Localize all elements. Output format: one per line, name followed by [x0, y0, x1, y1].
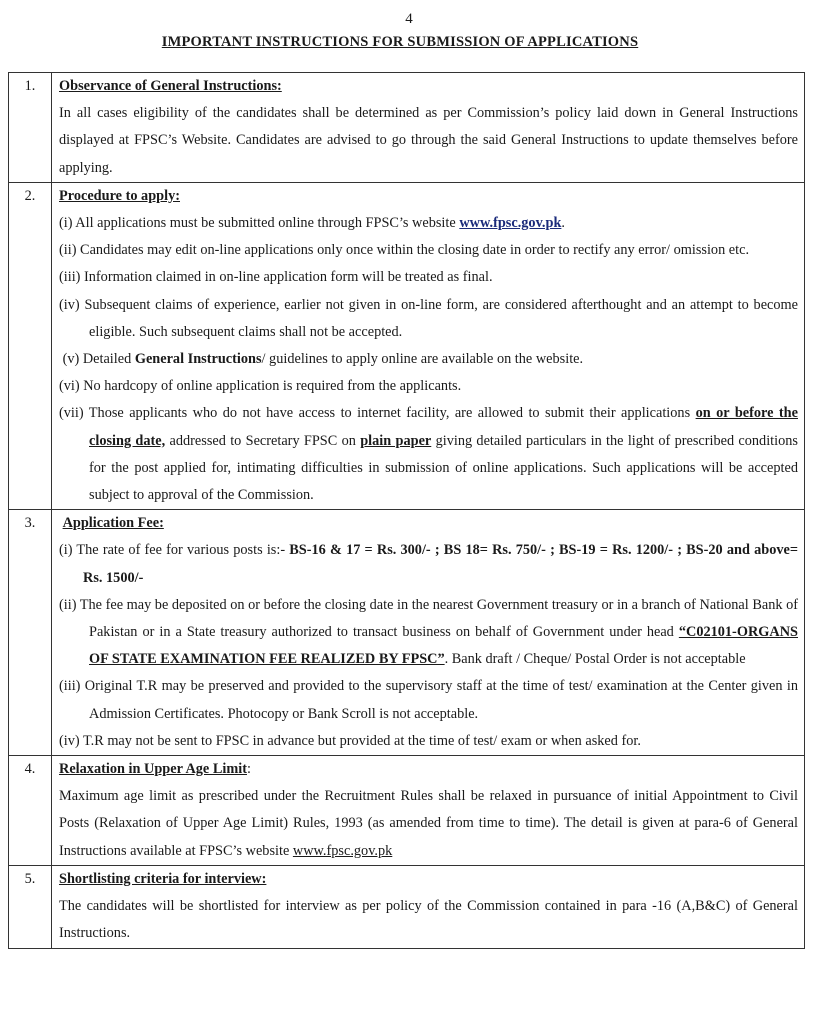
item-text: (i) All applications must be submitted online through FPSC’s website — [59, 215, 460, 232]
list-item — [59, 537, 798, 591]
item-bold-text: “C02101-ORGANS OF STATE EXAMINATION FEE REALIZED BY FPSC” — [89, 624, 798, 668]
section-heading: Application Fee: — [62, 515, 164, 532]
section-number: 1. — [9, 73, 52, 183]
section-2-row — [9, 182, 805, 509]
item-text: / guidelines to apply online are available on the website. — [261, 351, 584, 368]
section-heading: Relaxation in Upper Age Limit — [59, 761, 247, 778]
section-number: 2. — [9, 182, 52, 509]
section-4-body — [52, 756, 805, 866]
item-bold-text: General Instructions — [134, 351, 262, 368]
list-item: (ii) Candidates may edit on-line applications only once within the closing date in order to rectify any error/ omission etc. — [59, 242, 750, 259]
section-1-body — [52, 73, 805, 183]
list-item: (iii) Information claimed in on-line application form will be treated as final. — [59, 269, 493, 286]
page-number: 4 — [405, 11, 413, 27]
section-text: The candidates will be shortlisted for interview as per policy of the Commission contained in para -16 (A,B&C) of General Instructions. — [59, 898, 798, 942]
section-5-row — [9, 865, 805, 948]
item-text: Maximum age limit as prescribed under the Recruitment Rules shall be relaxed in pursuance of initial Appointment to Civil Posts (Relaxation of Upper Age Limit) Rules, 1993 (as amended from time to time). The detail is given at para-6 of General Instructions available at FPSC’s website — [59, 788, 798, 859]
list-item: (vi) No hardcopy of online application is required from the applicants. — [59, 378, 462, 395]
item-text: addressed to Secretary FPSC on — [165, 432, 361, 449]
section-3-row — [9, 510, 805, 756]
item-text: (v) Detailed — [62, 351, 135, 368]
section-number: 3. — [9, 510, 52, 756]
item-bold-text: BS-16 & 17 = Rs. 300/- ; BS 18= Rs. 750/- ; BS-19 = Rs. 1200/- ; BS-20 and above= Rs. 1500/- — [83, 542, 798, 586]
section-4-row — [9, 756, 805, 866]
section-heading: Shortlisting criteria for interview: — [59, 870, 267, 887]
list-item — [59, 400, 798, 509]
section-2-body — [52, 182, 805, 509]
item-text: . Bank draft / Cheque/ Postal Order is not acceptable — [444, 651, 746, 668]
item-text: . — [561, 215, 565, 232]
list-item — [59, 592, 798, 674]
instructions-table — [8, 72, 805, 949]
list-item — [59, 346, 798, 373]
section-number: 4. — [9, 756, 52, 866]
list-item: (iv) T.R may not be sent to FPSC in advance but provided at the time of test/ exam or when asked for. — [59, 732, 641, 749]
fpsc-website-link[interactable]: www.fpsc.gov.pk — [292, 842, 393, 859]
item-text: giving detailed particulars in the light of prescribed conditions for the post applied for, intimating difficulties in submission of online applications. Such applications will be accepted subject to approval of the Commission. — [89, 432, 798, 504]
section-3-body — [52, 510, 805, 756]
item-text: (i) The rate of fee for various posts is:- — [59, 542, 290, 559]
section-number: 5. — [9, 865, 52, 948]
list-item — [59, 210, 798, 237]
list-item: (iv) Subsequent claims of experience, earlier not given in on-line form, are considered afterthought and an attempt to become eligible. Such subsequent claims shall not be accepted. — [59, 296, 798, 340]
section-5-body — [52, 865, 805, 948]
document-title: IMPORTANT INSTRUCTIONS FOR SUBMISSION OF APPLICATIONS — [161, 34, 639, 50]
section-1-row — [9, 73, 805, 183]
item-text: (vii) Those applicants who do not have access to internet facility, are allowed to submit their applications — [59, 405, 696, 422]
list-item: (iii) Original T.R may be preserved and provided to the supervisory staff at the time of test/ examination at the Center given in Admission Certificates. Photocopy or Bank Scroll is not acceptable. — [59, 678, 798, 722]
item-bold-text: on or before the closing date, — [89, 405, 798, 449]
section-text: In all cases eligibility of the candidates shall be determined as per Commission’s policy laid down in General Instructions displayed at FPSC’s Website. Candidates are advised to go through the said General Instructions to update themselves before applying. — [59, 105, 798, 176]
section-text — [59, 783, 798, 865]
item-text: (ii) The fee may be deposited on or before the closing date in the nearest Government treasury or in a branch of National Bank of Pakistan or in a State treasury authorized to transact business on behalf of Government under head — [59, 596, 798, 641]
section-heading: Procedure to apply: — [59, 187, 180, 204]
heading-suffix: : — [246, 761, 251, 778]
item-bold-text: plain paper — [360, 432, 432, 449]
fpsc-website-link[interactable]: www.fpsc.gov.pk — [459, 215, 562, 232]
section-heading: Observance of General Instructions: — [59, 78, 282, 94]
